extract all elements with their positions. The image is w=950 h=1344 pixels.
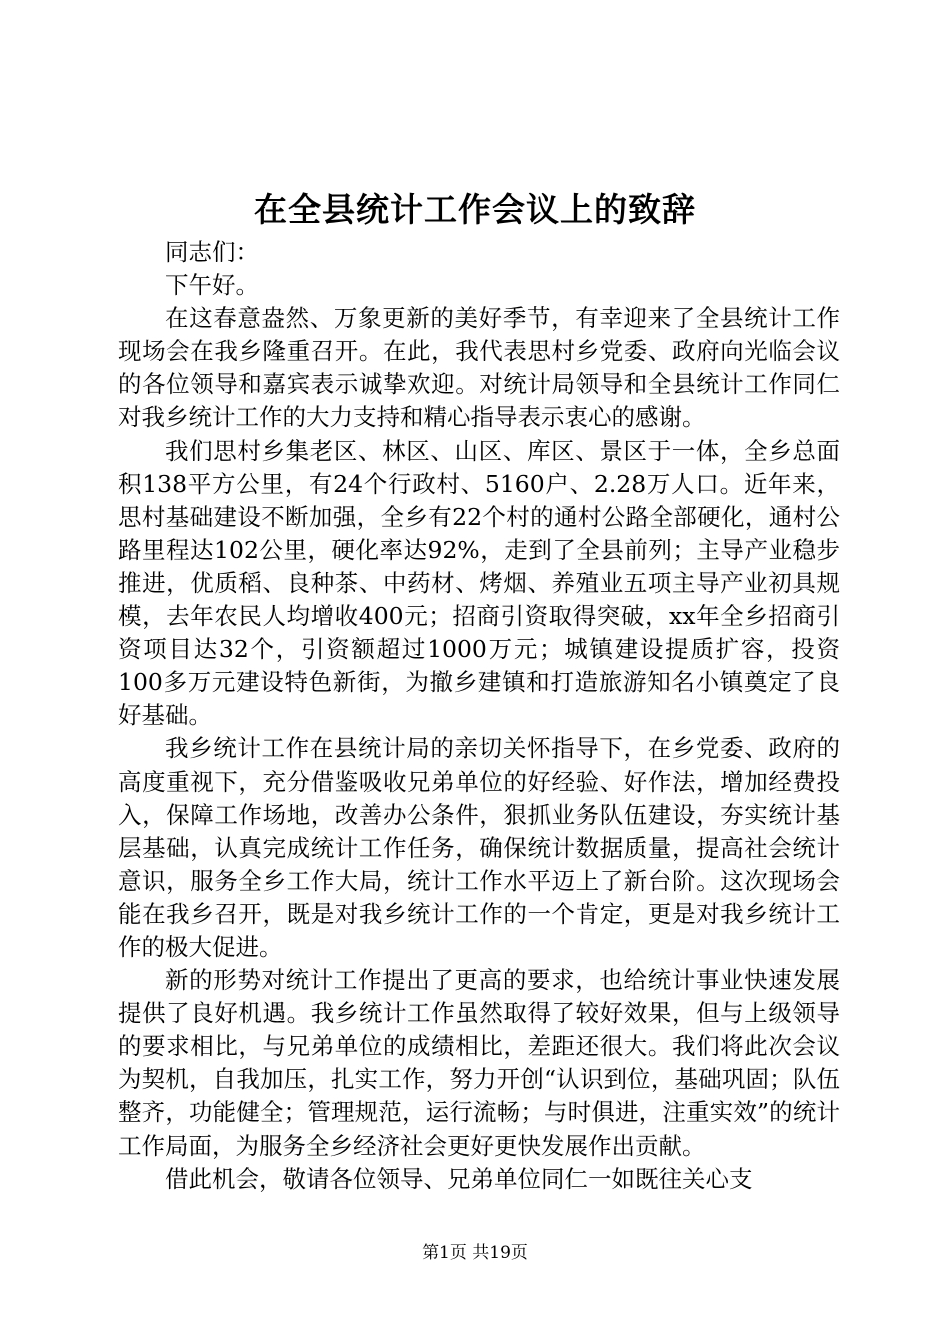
paragraph-salutation: 同志们： [165,238,259,266]
paragraph-statistics-work: 我乡统计工作在县统计局的亲切关怀指导下，在乡党委、政府的高度重视下，充分借鉴吸收兄弟单位的好经验、好作法，增加经费投入，保障工作场地，改善办公条件，狠抓业务队伍建设，夯实统计基层基础，认真完成统计工作任务，确保统计数据质量，提高社会统计意识，服务全乡工作大局，统计工作水平迈上了新台阶。这次现场会能在我乡召开，既是对我乡统计工作的一个肯定，更是对我乡统计工作的极大促进。 [118,734,840,961]
document-body [118,236,840,1196]
page-number-footer: 第1页 共19页 [422,1243,528,1263]
paragraph-greeting: 下午好。 [165,271,259,300]
document-title: 在全县统计工作会议上的致辞 [254,190,696,229]
paragraph-introduction: 我们思村乡集老区、林区、山区、库区、景区于一体，全乡总面积138平方公里，有24个行政村、5160户、2.28万人口。近年来，思村基础建设不断加强，全乡有22个村的通村公路全部硬化，通村公路里程达102公里，硬化率达92%，走到了全县前列；主导产业稳步推进，优质稻、良种茶、中药材、烤烟、养殖业五项主导产业初具规模，去年农民人均增收400元；招商引资取得突破，xx年全乡招商引资项目达32个，引资额超过1000万元；城镇建设提质扩容，投资100多万元建设特色新街，为撤乡建镇和打造旅游知名小镇奠定了良好基础。 [118,436,840,730]
paragraph-new-situation: 新的形势对统计工作提出了更高的要求，也给统计事业快速发展提供了良好机遇。我乡统计工作虽然取得了较好效果，但与上级领导的要求相比，与兄弟单位的成绩相比，差距还很大。我们将此次会议为契机，自我加压，扎实工作，努力开创“认识到位，基础巩固；队伍整齐，功能健全；管理规范，运行流畅；与时俱进，注重实效”的统计工作局面，为服务全乡经济社会更好更快发展作出贡献。 [118,966,840,1160]
paragraph-closing-partial: 借此机会，敬请各位领导、兄弟单位同仁一如既往关心支 [165,1164,753,1193]
paragraph-welcome: 在这春意盎然、万象更新的美好季节，有幸迎来了全县统计工作现场会在我乡隆重召开。在此，我代表思村乡党委、政府向光临会议的各位领导和嘉宾表示诚挚欢迎。对统计局领导和全县统计工作同仁对我乡统计工作的大力支持和精心指导表示衷心的感谢。 [118,304,840,432]
